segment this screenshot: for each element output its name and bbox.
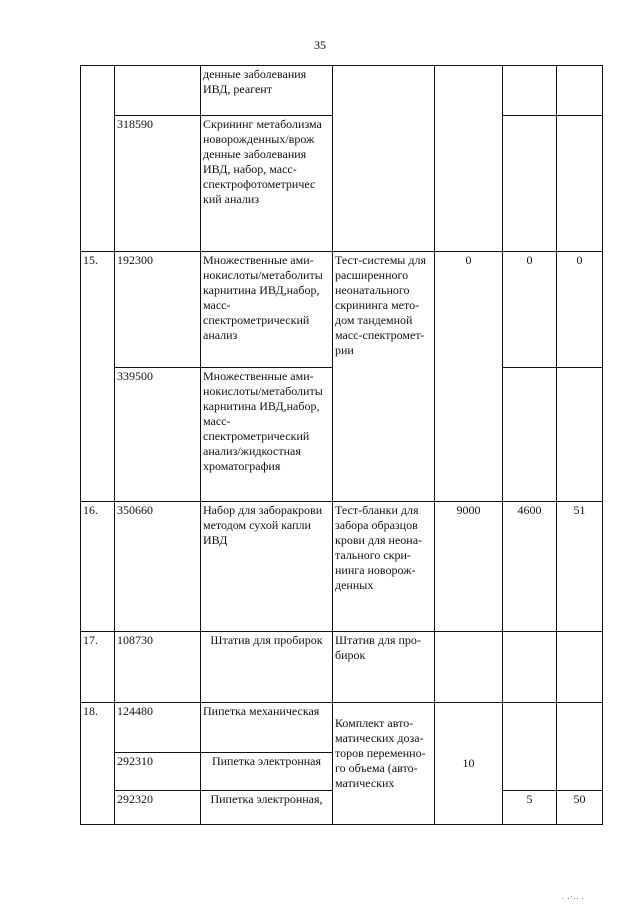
row-value-2: 4600 <box>503 502 557 632</box>
row-code: 124480 <box>115 703 201 753</box>
row-code: 339500 <box>115 368 201 502</box>
row-value-1: 10 <box>435 703 503 825</box>
table-row <box>81 703 603 753</box>
row-code: 192300 <box>115 252 201 368</box>
row-description <box>333 66 435 252</box>
row-number: 17. <box>81 632 115 703</box>
row-value-2 <box>503 66 557 116</box>
row-name: Набор для заборакрови методом сухой капли ИВД <box>201 502 333 632</box>
row-value-2: 5 <box>503 791 557 825</box>
row-value-2 <box>503 116 557 252</box>
row-name: Штатив для пробирок <box>201 632 333 703</box>
row-number: 18. <box>81 703 115 825</box>
row-code: 108730 <box>115 632 201 703</box>
row-code: 350660 <box>115 502 201 632</box>
row-name: Пипетка механическая <box>201 703 333 753</box>
row-value-1: 9000 <box>435 502 503 632</box>
row-code: 292310 <box>115 753 201 791</box>
row-description: Штатив для про- бирок <box>333 632 435 703</box>
row-value-3: 51 <box>557 502 603 632</box>
equipment-table <box>80 65 603 825</box>
row-name: Множественные ами- нокислоты/метаболиты карнитина ИВД,набор, масс- спектрометрический анализ/жидкостная хроматография <box>201 368 333 502</box>
row-description: Тест-системы для расширенного неонатального скрининга мето- дом тандемной масс-спектромет- рии <box>333 252 435 502</box>
row-value-3 <box>557 368 603 502</box>
row-name: Множественные ами- нокислоты/метаболиты карнитина ИВД,набор, масс- спектрометрический анализ <box>201 252 333 368</box>
row-value-2: 0 <box>503 252 557 368</box>
row-value-3 <box>557 116 603 252</box>
row-name: Пипетка электронная, <box>201 791 333 825</box>
row-value-3: 0 <box>557 252 603 368</box>
row-number: 16. <box>81 502 115 632</box>
row-value-1 <box>435 632 503 703</box>
table-row <box>81 252 603 368</box>
row-value-3-empty <box>557 703 603 791</box>
row-number <box>81 66 115 252</box>
row-number: 15. <box>81 252 115 502</box>
row-value-3 <box>557 66 603 116</box>
row-description: Комплект авто- матических доза- торов переменно- го объема (авто- матических <box>333 703 435 825</box>
row-description: Тест-бланки для забора образцов крови для неона- тального скри- нинга новорож- денных <box>333 502 435 632</box>
table-row <box>81 502 603 632</box>
row-value-2 <box>503 368 557 502</box>
row-value-3: 50 <box>557 791 603 825</box>
row-code: 292320 <box>115 791 201 825</box>
scan-marks: . .·.. . <box>562 893 585 901</box>
row-value-2 <box>503 632 557 703</box>
row-code <box>115 66 201 116</box>
row-name: Пипетка электронная <box>201 753 333 791</box>
row-name: денные заболевания ИВД, реагент <box>201 66 333 116</box>
row-code: 318590 <box>115 116 201 252</box>
table-row <box>81 66 603 116</box>
page-number: 35 <box>314 38 326 52</box>
table-row <box>81 632 603 703</box>
row-value-2-empty <box>503 703 557 791</box>
row-value-3 <box>557 632 603 703</box>
row-value-1: 0 <box>435 252 503 502</box>
row-name: Скрининг метаболизма новорожденных/врож денные заболевания ИВД, набор, масс- спектрофотометричес кий анализ <box>201 116 333 252</box>
row-value-1 <box>435 66 503 252</box>
